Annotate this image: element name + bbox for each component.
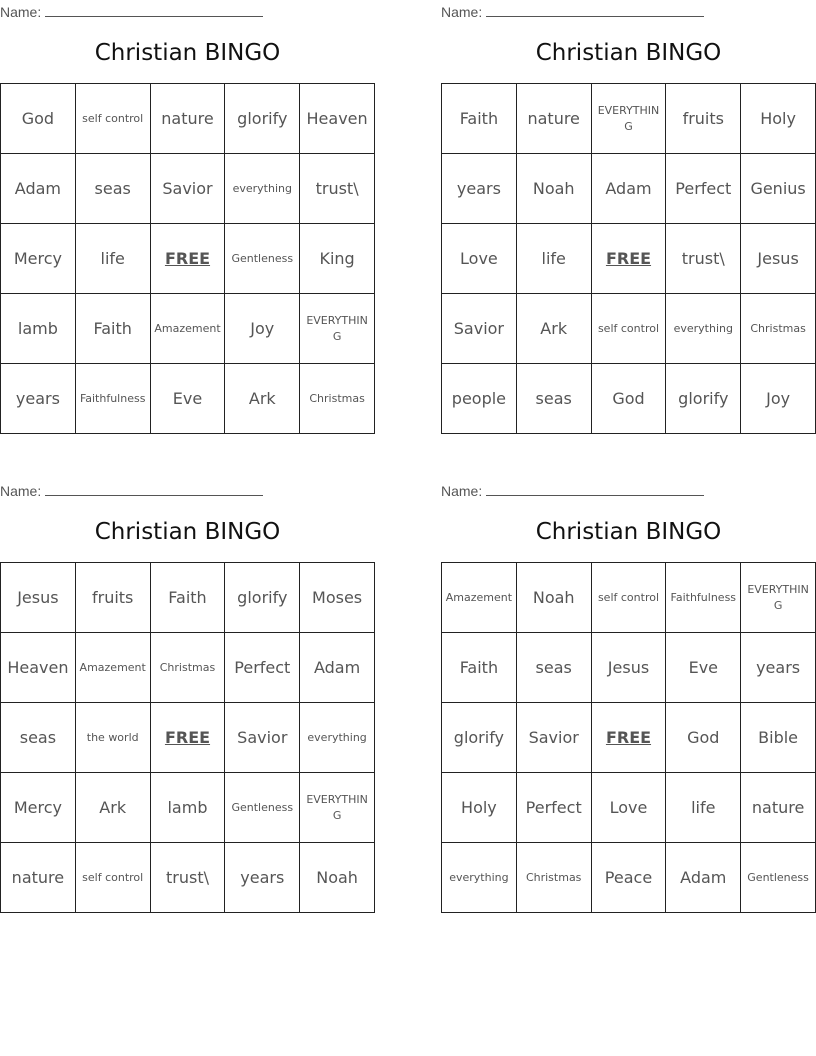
bingo-cell: Mercy: [1, 773, 76, 843]
bingo-cell: life: [76, 224, 151, 294]
bingo-cell: Heaven: [1, 633, 76, 703]
bingo-cell: Amazement: [442, 563, 517, 633]
bingo-cell: Faith: [442, 633, 517, 703]
bingo-cell: years: [741, 633, 816, 703]
bingo-cell: Joy: [741, 364, 816, 434]
bingo-cell: years: [1, 364, 76, 434]
bingo-cell: Savior: [517, 703, 592, 773]
bingo-cell: Eve: [151, 364, 226, 434]
bingo-cell: Adam: [666, 843, 741, 913]
bingo-cell: glorify: [442, 703, 517, 773]
bingo-cell: King: [300, 224, 375, 294]
bingo-cell: everything: [666, 294, 741, 364]
card-title: Christian BINGO: [535, 40, 722, 66]
bingo-cell: Ark: [76, 773, 151, 843]
bingo-cell: Amazement: [151, 294, 226, 364]
bingo-cell: Amazement: [76, 633, 151, 703]
bingo-cell: everything: [225, 154, 300, 224]
free-space: FREE: [151, 224, 226, 294]
bingo-cell: Mercy: [1, 224, 76, 294]
bingo-cell: self control: [592, 563, 667, 633]
name-label: Name:: [441, 483, 483, 499]
bingo-cell: Noah: [300, 843, 375, 913]
name-blank-line: [486, 482, 704, 496]
bingo-cell: Noah: [517, 563, 592, 633]
bingo-cell: life: [666, 773, 741, 843]
bingo-cell: Joy: [225, 294, 300, 364]
bingo-cell: lamb: [151, 773, 226, 843]
bingo-cell: Christmas: [151, 633, 226, 703]
bingo-cell: EVERYTHING: [741, 563, 816, 633]
bingo-cell: Perfect: [225, 633, 300, 703]
bingo-cell: Ark: [225, 364, 300, 434]
bingo-grid: [441, 562, 816, 913]
bingo-cell: glorify: [225, 563, 300, 633]
bingo-grid: [441, 83, 816, 434]
free-space: FREE: [592, 703, 667, 773]
bingo-cell: Bible: [741, 703, 816, 773]
bingo-cell: Eve: [666, 633, 741, 703]
bingo-cell: fruits: [666, 84, 741, 154]
card-title: Christian BINGO: [535, 519, 722, 545]
name-blank-line: [45, 3, 263, 17]
bingo-cell: Faith: [76, 294, 151, 364]
bingo-cell: Christmas: [741, 294, 816, 364]
bingo-cell: years: [442, 154, 517, 224]
bingo-cell: trust\: [151, 843, 226, 913]
bingo-cell: self control: [76, 843, 151, 913]
bingo-cell: EVERYTHING: [592, 84, 667, 154]
name-field: [0, 3, 263, 20]
bingo-cell: everything: [442, 843, 517, 913]
bingo-cell: EVERYTHING: [300, 773, 375, 843]
bingo-cell: fruits: [76, 563, 151, 633]
bingo-cell: nature: [151, 84, 226, 154]
card-title: Christian BINGO: [94, 40, 281, 66]
bingo-cell: people: [442, 364, 517, 434]
bingo-cell: nature: [741, 773, 816, 843]
bingo-cell: trust\: [666, 224, 741, 294]
bingo-cell: seas: [517, 633, 592, 703]
free-space: FREE: [592, 224, 667, 294]
name-blank-line: [45, 482, 263, 496]
bingo-cell: Adam: [1, 154, 76, 224]
bingo-cell: Adam: [592, 154, 667, 224]
bingo-cell: everything: [300, 703, 375, 773]
bingo-cell: Love: [442, 224, 517, 294]
bingo-cell: trust\: [300, 154, 375, 224]
bingo-cell: self control: [592, 294, 667, 364]
bingo-cell: glorify: [666, 364, 741, 434]
bingo-cell: Perfect: [517, 773, 592, 843]
bingo-cell: Jesus: [592, 633, 667, 703]
bingo-cell: Faith: [442, 84, 517, 154]
bingo-grid: [0, 83, 375, 434]
bingo-cell: God: [592, 364, 667, 434]
bingo-cell: Faithfulness: [76, 364, 151, 434]
name-blank-line: [486, 3, 704, 17]
bingo-cell: Jesus: [741, 224, 816, 294]
bingo-cell: Peace: [592, 843, 667, 913]
bingo-cell: seas: [1, 703, 76, 773]
bingo-cell: Heaven: [300, 84, 375, 154]
bingo-cell: Adam: [300, 633, 375, 703]
bingo-cell: EVERYTHING: [300, 294, 375, 364]
bingo-cell: self control: [76, 84, 151, 154]
bingo-cell: Love: [592, 773, 667, 843]
bingo-cell: Gentleness: [741, 843, 816, 913]
bingo-cell: the world: [76, 703, 151, 773]
bingo-cell: Moses: [300, 563, 375, 633]
bingo-cell: Noah: [517, 154, 592, 224]
bingo-cell: nature: [1, 843, 76, 913]
bingo-cell: Christmas: [300, 364, 375, 434]
bingo-cell: Ark: [517, 294, 592, 364]
bingo-cell: Perfect: [666, 154, 741, 224]
free-space: FREE: [151, 703, 226, 773]
bingo-cell: Holy: [741, 84, 816, 154]
bingo-cell: seas: [517, 364, 592, 434]
bingo-cell: life: [517, 224, 592, 294]
bingo-cell: Faith: [151, 563, 226, 633]
bingo-cell: lamb: [1, 294, 76, 364]
card-title: Christian BINGO: [94, 519, 281, 545]
bingo-cell: Savior: [442, 294, 517, 364]
name-field: [441, 482, 704, 499]
bingo-cell: Gentleness: [225, 773, 300, 843]
bingo-cell: glorify: [225, 84, 300, 154]
bingo-cell: Savior: [225, 703, 300, 773]
bingo-cell: God: [666, 703, 741, 773]
bingo-cell: years: [225, 843, 300, 913]
bingo-cell: Faithfulness: [666, 563, 741, 633]
bingo-grid: [0, 562, 375, 913]
bingo-cell: seas: [76, 154, 151, 224]
bingo-cell: Gentleness: [225, 224, 300, 294]
bingo-cell: nature: [517, 84, 592, 154]
bingo-cell: Christmas: [517, 843, 592, 913]
bingo-cell: Savior: [151, 154, 226, 224]
name-label: Name:: [0, 4, 42, 20]
bingo-cell: Holy: [442, 773, 517, 843]
bingo-cell: Genius: [741, 154, 816, 224]
name-label: Name:: [441, 4, 483, 20]
name-label: Name:: [0, 483, 42, 499]
name-field: [441, 3, 704, 20]
name-field: [0, 482, 263, 499]
bingo-cell: Jesus: [1, 563, 76, 633]
bingo-cell: God: [1, 84, 76, 154]
